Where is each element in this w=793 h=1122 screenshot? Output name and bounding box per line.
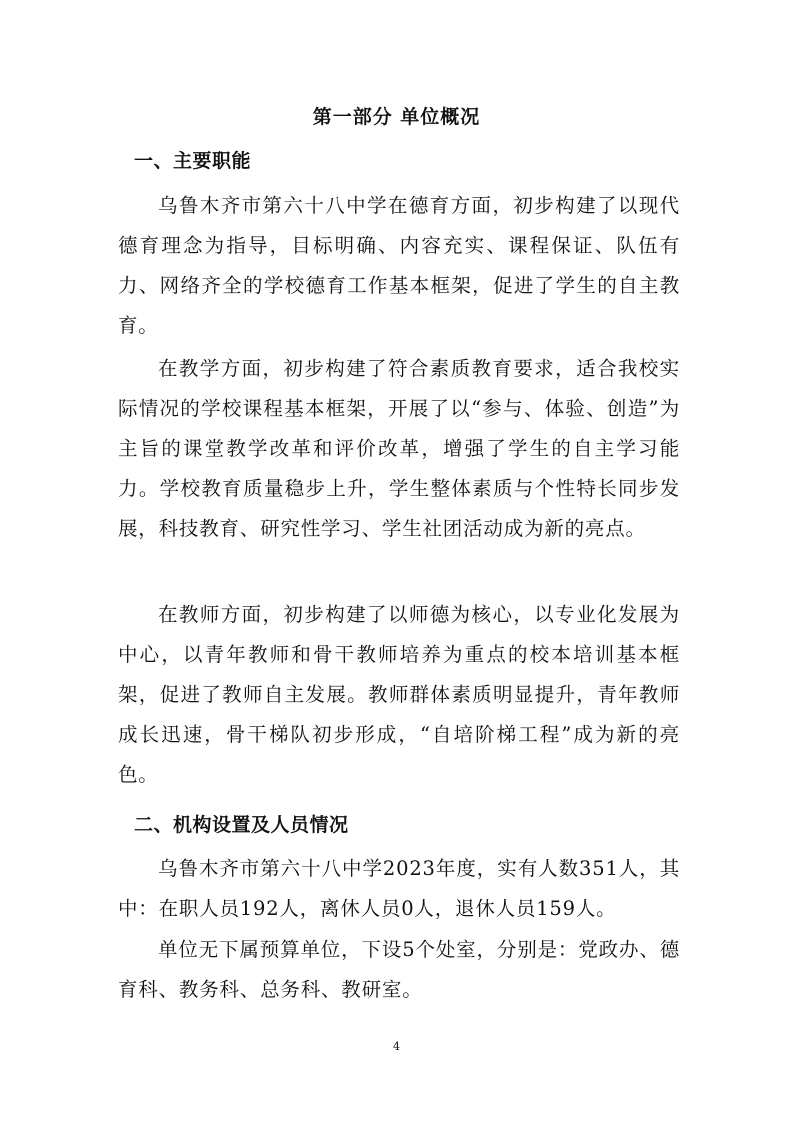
paragraph-moral-education: 乌鲁木齐市第六十八中学在德育方面，初步构建了以现代德育理念为指导，目标明确、内容充实、课程保证、队伍有力、网络齐全的学校德育工作基本框架，促进了学生的自主教育。: [118, 194, 680, 337]
paragraph-staff-count: 乌鲁木齐市第六十八中学2023年度，实有人数351人，其中：在职人员192人，离休人员0人，退休人员159人。: [118, 857, 680, 920]
section-heading-organization: 二、机构设置及人员情况: [134, 814, 349, 836]
paragraph-teaching: 在教学方面，初步构建了符合素质教育要求，适合我校实际情况的学校课程基本框架，开展了以“参与、体验、创造”为主旨的课堂教学改革和评价改革，增强了学生的自主学习能力。学校教育质量稳步上升，学生整体素质与个性特长同步发展，科技教育、研究性学习、学生社团活动成为新的亮点。: [118, 357, 680, 540]
section-heading-main-functions: 一、主要职能: [134, 150, 252, 172]
paragraph-departments: 单位无下属预算单位，下设5个处室，分别是：党政办、德育科、教务科、总务科、教研室。: [118, 938, 680, 1001]
paragraph-teachers: 在教师方面，初步构建了以师德为核心，以专业化发展为中心，以青年教师和骨干教师培养为重点的校本培训基本框架，促进了教师自主发展。教师群体素质明显提升，青年教师成长迅速，骨干梯队初步形成，“自培阶梯工程”成为新的亮色。: [118, 603, 680, 786]
page-title: 第一部分 单位概况: [312, 106, 481, 128]
page-number: 4: [393, 1040, 400, 1053]
